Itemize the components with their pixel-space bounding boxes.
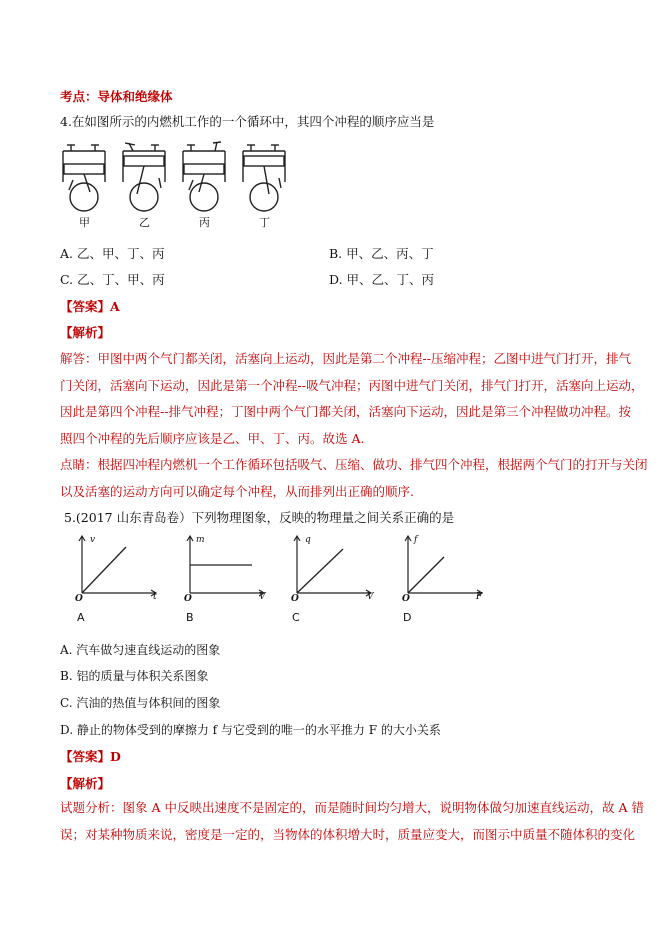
graph-a-ylabel: v	[90, 535, 96, 545]
q5-option-d: D. 静止的物体受到的摩擦力 f 与它受到的唯一的水平推力 F 的大小关系	[60, 723, 441, 737]
graph-c-ylabel: q	[305, 535, 311, 545]
graph-b-xlabel: V	[259, 592, 266, 602]
q4-option-c: C. 乙、丁、甲、丙	[60, 272, 165, 287]
graph-a-label: A	[77, 611, 85, 624]
graph-d-ylabel: f	[414, 535, 418, 545]
q4-dianjing-line: 以及活塞的运动方向可以确定每个冲程，从而排列出正确的顺序.	[60, 483, 414, 499]
graph-a-xlabel: t	[153, 592, 157, 602]
figure-label-ding: 丁	[259, 216, 270, 229]
q4-option-a: A. 乙、甲、丁、丙	[60, 246, 165, 261]
graph-b-origin: O	[184, 594, 192, 604]
q4-analysis-line: 门关闭，活塞向下运动，因此是第一个冲程--吸气冲程；丙图中进气门关闭，排气门打开，活塞向上运动，	[60, 377, 644, 393]
q5-option-b: B. 铝的质量与体积关系图象	[60, 669, 209, 683]
graph-a-origin: O	[75, 594, 83, 604]
graph-d-label: D	[403, 611, 412, 624]
engine-cylinder-jia	[63, 145, 105, 211]
q5-answer: 【答案】D	[60, 749, 121, 764]
q4-analysis-line: 解答：甲图中两个气门都关闭，活塞向上运动，因此是第二个冲程--压缩冲程；乙图中进气门打开，排气	[60, 351, 631, 366]
q4-analysis-line: 因此是第四个冲程--排气冲程；丁图中两个气门都关闭，活塞向下运动，因此是第三个冲程做功冲程。按	[60, 404, 631, 419]
kaodian-line: 考点：导体和绝缘体	[60, 89, 173, 104]
q5-analysis-text	[60, 795, 644, 848]
graph-d-origin: O	[402, 594, 410, 604]
graph-c-xlabel: V	[367, 592, 374, 602]
q4-option-b: B. 甲、乙、丙、丁	[329, 246, 434, 261]
q4-dianjing-line: 点睛：根据四冲程内燃机一个工作循环包括吸气、压缩、做功、排气四个冲程，根据两个气门的打开与关闭	[60, 457, 648, 472]
q5-analysis-line: 误；对某种物质来说，密度是一定的，当物体的体积增大时，质量应变大，而图示中质量不随体积的变化	[60, 826, 636, 842]
figure-label-yi: 乙	[139, 216, 150, 229]
q4-analysis-line: 照四个冲程的先后顺序应该是乙、甲、丁、丙。故选 A.	[60, 430, 365, 446]
graph-b-ylabel: m	[196, 535, 205, 545]
graph-c-label: C	[292, 611, 300, 624]
q5-option-a: A. 汽车做匀速直线运动的图象	[60, 643, 221, 657]
q5-analysis-label: 【解析】	[60, 776, 111, 791]
q4-option-d: D. 甲、乙、丁、丙	[329, 272, 435, 287]
engine-cylinder-ding	[243, 145, 285, 211]
question-4-stem: 4.在如图所示的内燃机工作的一个循环中，其四个冲程的顺序应当是	[60, 114, 435, 129]
q5-analysis-line: 试题分析：图象 A 中反映出速度不是固定的，而是随时间均匀增大，说明物体做匀加速直线运动，故 A 错	[60, 800, 644, 815]
q5-option-c: C. 汽油的热值与体积间的图象	[60, 696, 221, 710]
graph-d-xlabel: F	[476, 592, 483, 602]
engine-cylinder-yi	[123, 143, 165, 211]
q4-answer: 【答案】A	[60, 299, 120, 314]
figure-label-bing: 丙	[199, 216, 210, 229]
q4-analysis-text	[60, 346, 648, 505]
graph-b-label: B	[186, 611, 194, 624]
graph-c-origin: O	[291, 594, 299, 604]
engine-cylinder-bing	[183, 142, 225, 211]
question-5-stem: 5.(2017 山东青岛卷）下列物理图象，反映的物理量之间关系正确的是	[64, 510, 455, 525]
figure-label-jia: 甲	[79, 216, 90, 229]
q4-analysis-label: 【解析】	[60, 325, 111, 340]
